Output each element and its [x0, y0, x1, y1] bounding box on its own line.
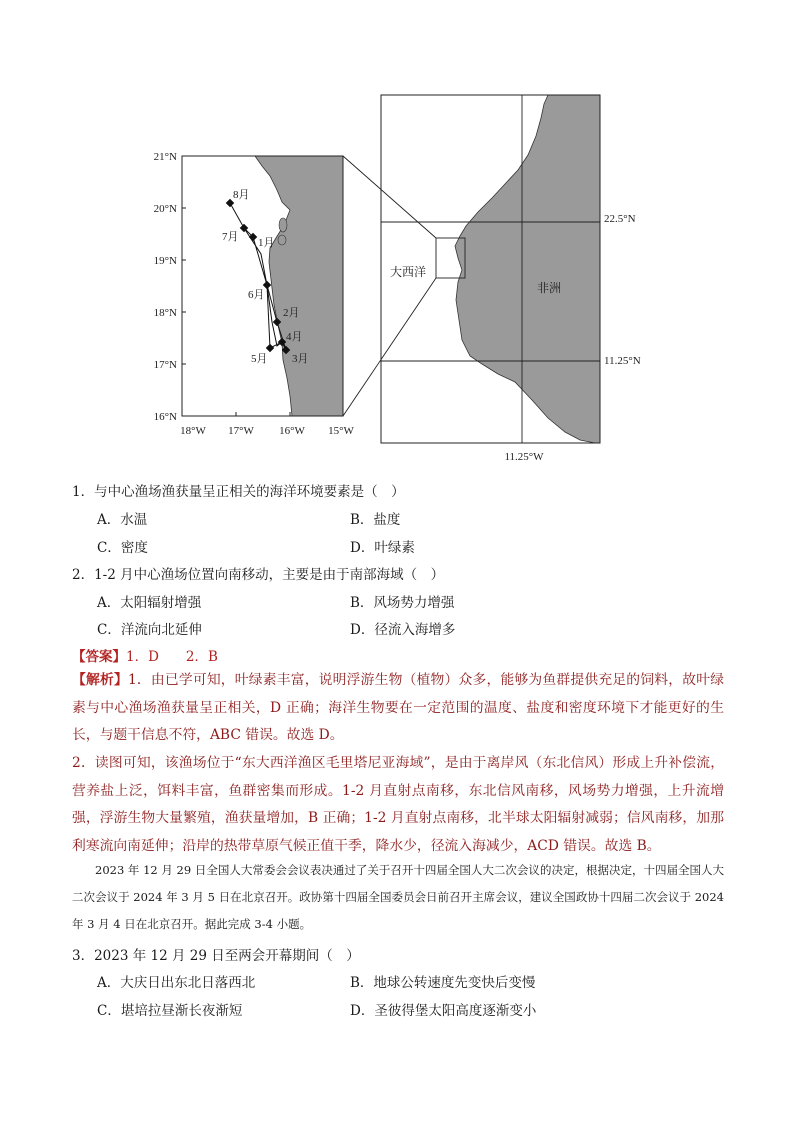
lat-label: 17°N: [153, 359, 177, 371]
month-label: 2月: [283, 307, 300, 319]
month-label: 3月: [292, 353, 309, 365]
right-map: [381, 95, 641, 463]
q1-option-b: B．盐度: [350, 512, 401, 528]
q3-option-a: A．大庆日出东北日落西北: [97, 975, 256, 991]
month-label: 1月: [258, 237, 275, 249]
question-2-stem: 2．1-2 月中心渔场位置向南移动，主要是由于南部海域（ ）: [72, 567, 445, 583]
lon-label: 18°W: [180, 425, 206, 437]
left-map-island: [279, 218, 287, 232]
lat-label: 16°N: [153, 411, 177, 423]
analysis-1-text: 1．由已学可知，叶绿素丰富，说明浮游生物（植物）众多，能够为鱼群提供充足的饲料，故叶绿素与中心渔场渔获量呈正相关，D 正确；海洋生物要在一定范围的温度、盐度和密度环境下才能更好的生长，与题干信息不符，ABC 错误。故选 D。: [72, 672, 724, 743]
month-label: 6月: [248, 289, 265, 301]
answer-line: [72, 645, 218, 665]
lat-label: 20°N: [153, 203, 177, 215]
question-1-stem: 1．与中心渔场渔获量呈正相关的海洋环境要素是（ ）: [72, 484, 405, 500]
lon-label: 16°W: [279, 425, 305, 437]
answer-text: 1．D 2．B: [126, 649, 218, 665]
zoom-connector: [343, 156, 436, 238]
left-map-island: [278, 235, 286, 245]
material-paragraph: 2023 年 12 月 29 日全国人大常委会会议表决通过了关于召开十四届全国人大二次会议的决定，根据决定，十四届全国人大二次会议于 2024 年 3 月 5 日在北京召开。政协第十四届全国委员会日前召开主席会议，建议全国政协十四届二次会议于 2024 年 3 月 4 日在北京召开。据此完成 3-4 小题。: [72, 863, 724, 931]
q3-option-c: C．堪培拉昼渐长夜渐短: [97, 1003, 243, 1019]
track-point: [266, 344, 274, 352]
map-figure: [0, 0, 794, 470]
answer-label: 【答案】: [72, 649, 126, 665]
left-map: [154, 151, 355, 437]
q2-option-a: A．太阳辐射增强: [97, 595, 202, 611]
month-label: 4月: [286, 331, 303, 343]
lon-label: 17°W: [228, 425, 254, 437]
q1-option-c: C．密度: [97, 540, 148, 556]
lat-label: 21°N: [153, 151, 177, 163]
q2-option-b: B．风场势力增强: [350, 595, 455, 611]
q1-option-a: A．水温: [97, 512, 148, 528]
q3-option-b: B．地球公转速度先变快后变慢: [350, 975, 536, 991]
analysis-label: 【解析】: [72, 672, 128, 688]
africa-land: [455, 95, 600, 443]
track-point: [263, 281, 271, 289]
month-label: 7月: [222, 231, 239, 243]
lat-label: 22.5°N: [604, 213, 636, 225]
analysis-1: [72, 667, 724, 750]
land-label: 非洲: [537, 281, 562, 295]
q1-option-d: D．叶绿素: [350, 540, 415, 556]
lat-label: 11.25°N: [604, 355, 641, 367]
q2-option-d: D．径流入海增多: [350, 622, 456, 638]
analysis-2: 2．读图可知，该渔场位于“东大西洋渔区毛里塔尼亚海域”，是由于离岸风（东北信风）形成上升补偿流，营养盐上泛，饵料丰富，鱼群密集而形成。1-2 月直射点南移，东北信风南移，风场势力增强，上升流增强，浮游生物大量繁殖，渔获量增加，B 正确；1-2 月直射点南移，北半球太阳辐射减弱；信风南移，加那利寒流向南延伸；沿岸的热带草原气候正值干季，降水少，径流入海减少，ACD 错误。故选 B。: [72, 755, 724, 854]
lon-label: 15°W: [328, 425, 354, 437]
q3-option-d: D．圣彼得堡太阳高度逐渐变小: [350, 1003, 537, 1019]
month-label: 8月: [233, 189, 250, 201]
lat-label: 19°N: [153, 255, 177, 267]
zoom-connector: [343, 278, 436, 416]
q2-option-c: C．洋流向北延伸: [97, 622, 202, 638]
ocean-label: 大西洋: [390, 265, 427, 279]
lon-label: 11.25°W: [504, 451, 544, 463]
question-3-stem: 3．2023 年 12 月 29 日至两会开幕期间（ ）: [72, 948, 360, 964]
lat-label: 18°N: [153, 307, 177, 319]
month-label: 5月: [251, 353, 268, 365]
